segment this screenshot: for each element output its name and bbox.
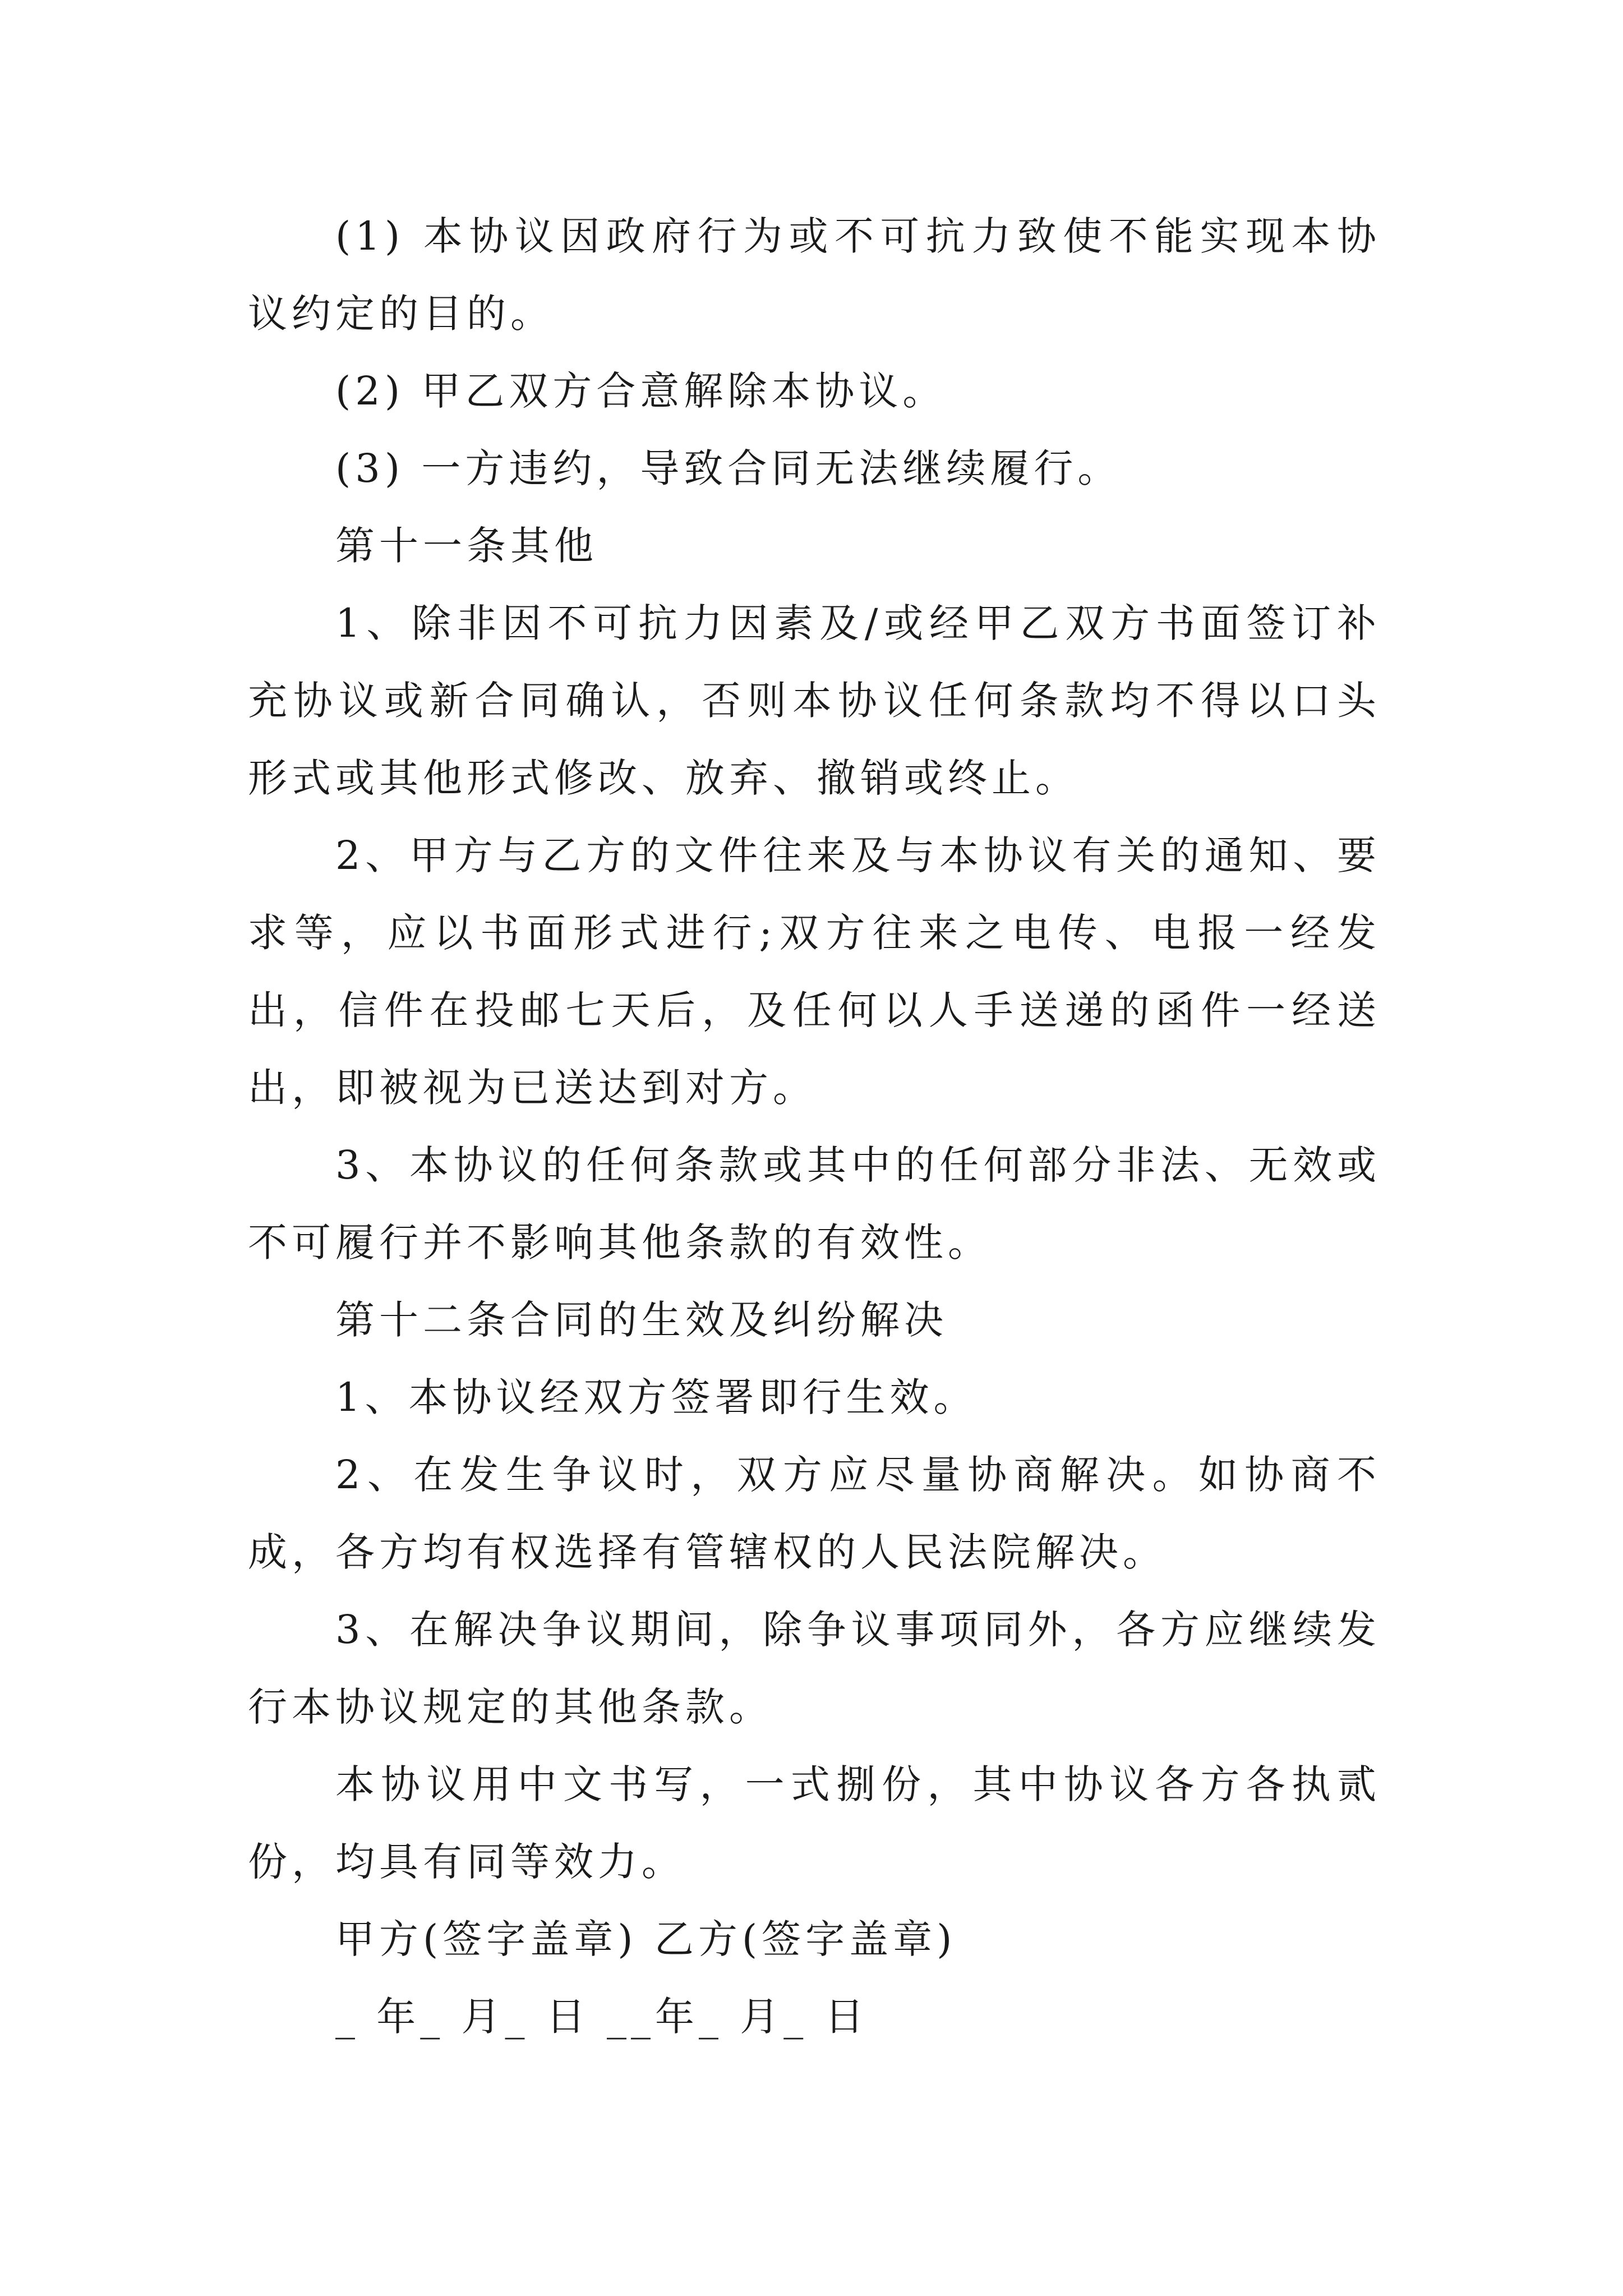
article-11-item-1: 1、除非因不可抗力因素及/或经甲乙双方书面签订补充协议或新合同确认，否则本协议任何条款均不得以口头形式或其他形式修改、放弃、撤销或终止。 bbox=[248, 600, 1381, 801]
article-11-heading: 第十一条其他 bbox=[335, 523, 598, 569]
clause-termination-item-2: (2) 甲乙双方合意解除本协议。 bbox=[335, 368, 947, 414]
copies-statement: 本协议用中文书写，一式捌份，其中协议各方各执贰份，均具有同等效力。 bbox=[248, 1761, 1381, 1885]
clause-termination-item-3: (3) 一方违约，导致合同无法继续履行。 bbox=[335, 445, 1122, 491]
clause-termination-item-1: (1) 本协议因政府行为或不可抗力致使不能实现本协议约定的目的。 bbox=[248, 213, 1381, 337]
date-line: _ 年_ 月_ 日 __年_ 月_ 日 bbox=[335, 1994, 869, 2040]
document-body bbox=[248, 197, 1381, 2055]
signature-line: 甲方(签字盖章) 乙方(签字盖章) bbox=[335, 1916, 957, 1962]
article-12-item-1: 1、本协议经双方签署即行生效。 bbox=[335, 1374, 978, 1420]
article-11-item-3: 3、本协议的任何条款或其中的任何部分非法、无效或不可履行并不影响其他条款的有效性。 bbox=[248, 1142, 1381, 1266]
article-11-item-2: 2、甲方与乙方的文件往来及与本协议有关的通知、要求等，应以书面形式进行;双方往来之电传、电报一经发出，信件在投邮七天后，及任何以人手送递的函件一经送出，即被视为已送达到对方。 bbox=[248, 832, 1381, 1111]
article-12-heading: 第十二条合同的生效及纠纷解决 bbox=[335, 1297, 948, 1343]
article-12-item-2: 2、在发生争议时，双方应尽量协商解决。如协商不成，各方均有权选择有管辖权的人民法院解决。 bbox=[248, 1452, 1381, 1575]
article-12-item-3: 3、在解决争议期间，除争议事项同外，各方应继续发行本协议规定的其他条款。 bbox=[248, 1607, 1381, 1730]
